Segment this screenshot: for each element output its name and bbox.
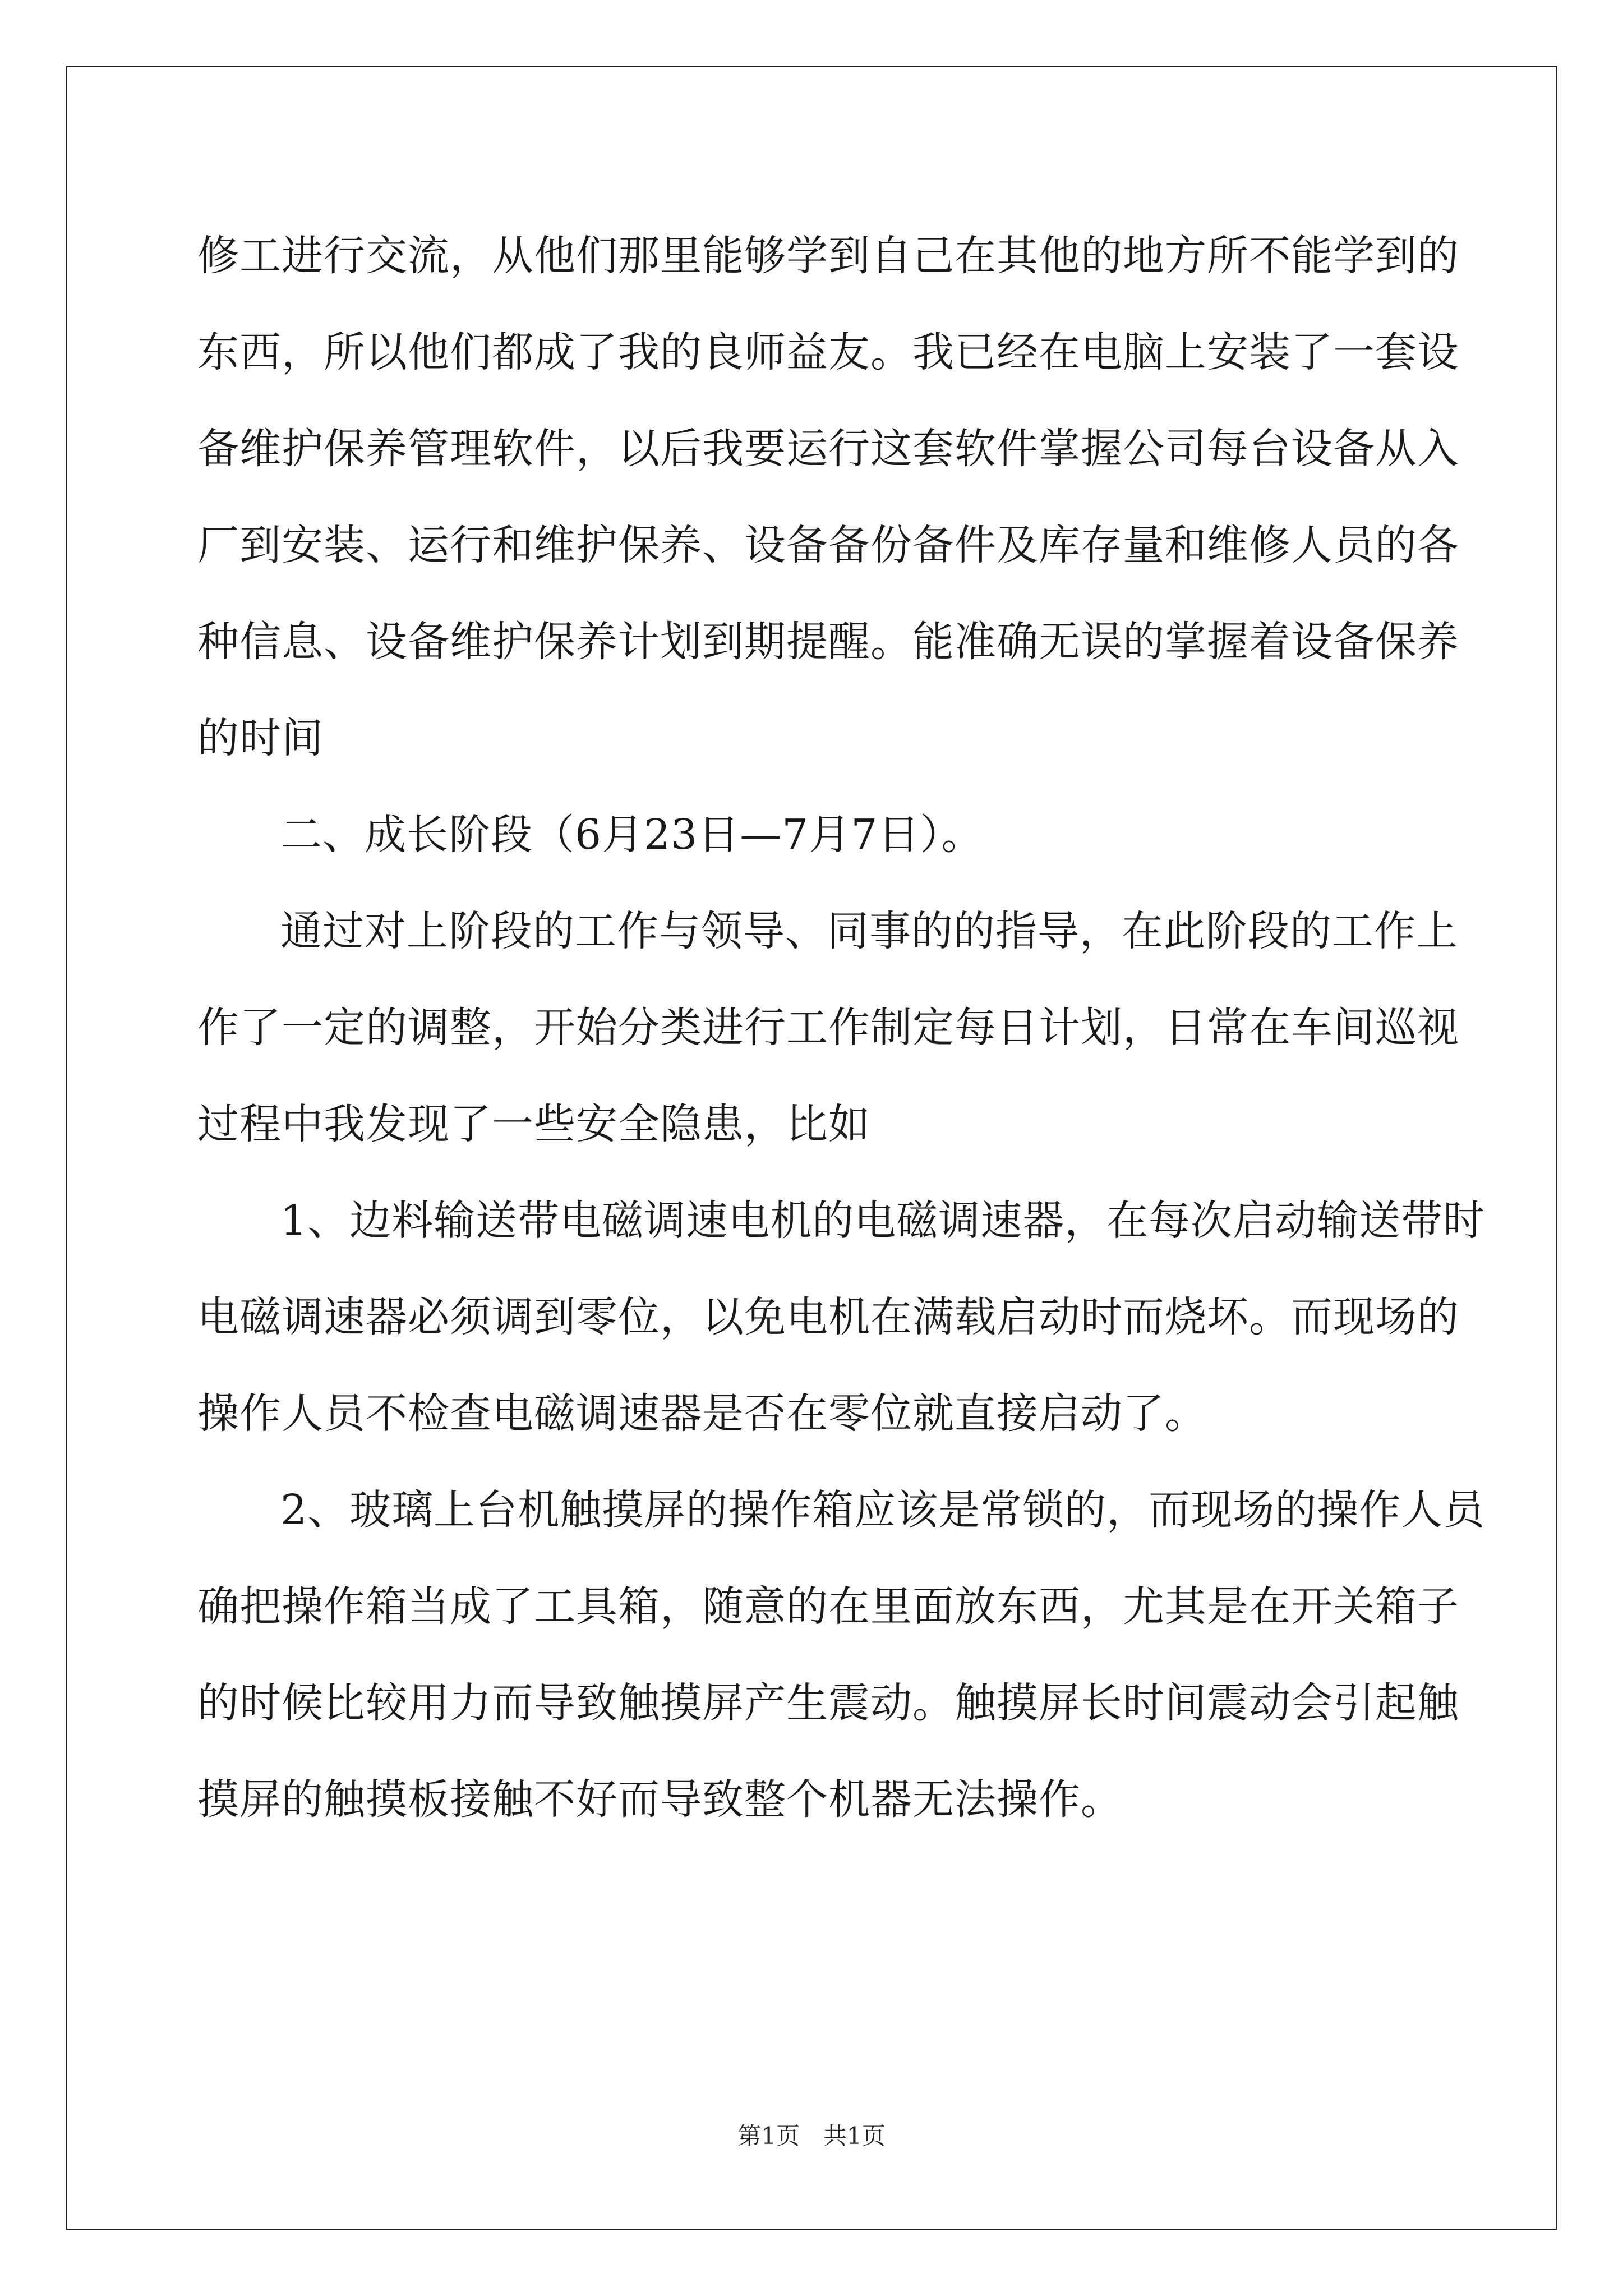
- text-line: 作了一定的调整，开始分类进行工作制定每日计划，日常在车间巡视: [197, 1004, 1459, 1052]
- text-line: 摸屏的触摸板接触不好而导致整个机器无法操作。: [197, 1775, 1123, 1824]
- page-total: 共1页: [823, 2122, 886, 2150]
- paragraph-first-line: 通过对上阶段的工作与领导、同事的的指导，在此阶段的工作上: [280, 907, 1458, 955]
- page-footer: [0, 2119, 1623, 2153]
- text-line: 东西，所以他们都成了我的良师益友。我已经在电脑上安装了一套设: [197, 328, 1459, 376]
- list-item-first-line: 1、边料输送带电磁调速电机的电磁调速器，在每次启动输送带时: [280, 1197, 1486, 1245]
- text-line: 操作人员不检查电磁调速器是否在零位就直接启动了。: [197, 1389, 1207, 1438]
- text-line: 的时候比较用力而导致触摸屏产生震动。触摸屏长时间震动会引起触: [197, 1679, 1459, 1727]
- section-heading: 二、成长阶段（6月23日—7月7日）。: [280, 811, 984, 859]
- text-line: 厂到安装、运行和维护保养、设备备份备件及库存量和维修人员的各: [197, 521, 1459, 569]
- text-line: 的时间: [197, 714, 324, 762]
- list-item-first-line: 2、玻璃上台机触摸屏的操作箱应该是常锁的，而现场的操作人员: [280, 1486, 1486, 1534]
- text-line: 备维护保养管理软件，以后我要运行这套软件掌握公司每台设备从入: [197, 425, 1459, 473]
- text-line: 确把操作箱当成了工具箱，随意的在里面放东西，尤其是在开关箱子: [197, 1582, 1459, 1631]
- text-line: 修工进行交流，从他们那里能够学到自己在其他的地方所不能学到的: [197, 232, 1459, 280]
- document-body: [197, 208, 1486, 1848]
- text-line: 电磁调速器必须调到零位，以免电机在满载启动时而烧坏。而现场的: [197, 1293, 1459, 1341]
- text-line: 过程中我发现了一些安全隐患，比如: [197, 1100, 870, 1148]
- text-line: 种信息、设备维护保养计划到期提醒。能准确无误的掌握着设备保养: [197, 618, 1459, 666]
- page-number: 第1页: [737, 2122, 800, 2150]
